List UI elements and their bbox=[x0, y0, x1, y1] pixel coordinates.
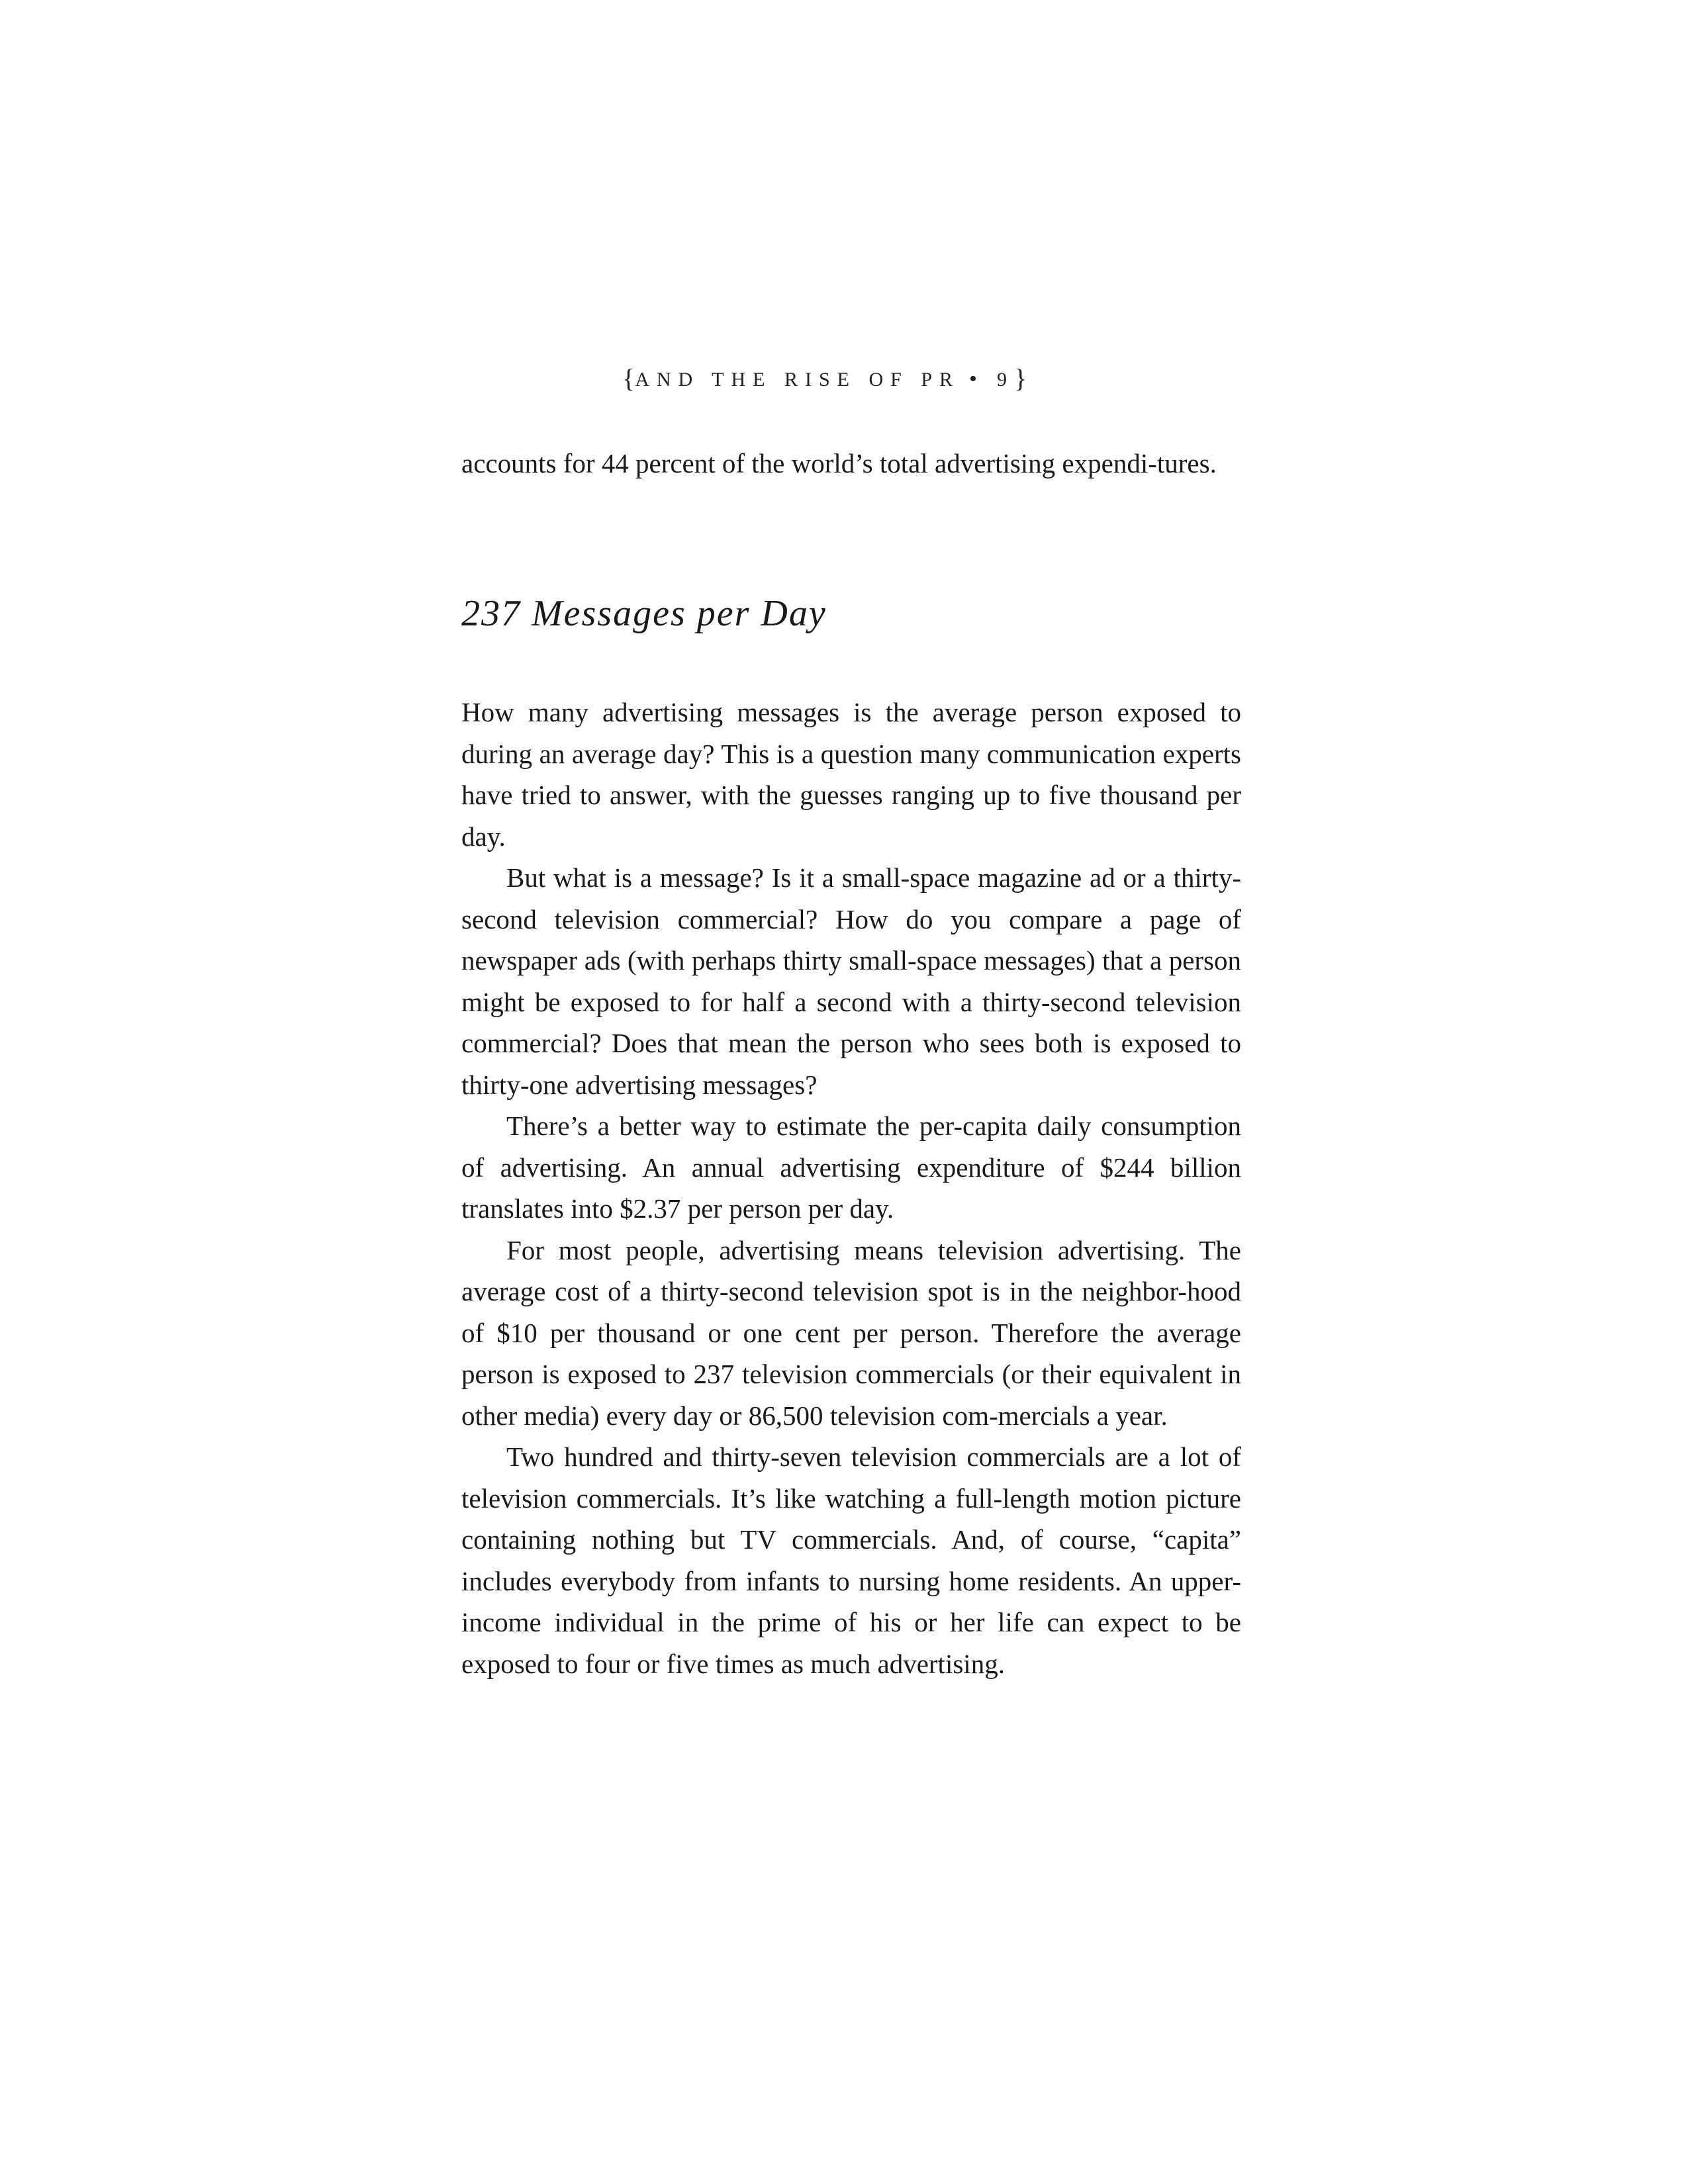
body-paragraph-3: There’s a better way to estimate the per-capita daily consumption of advertising. An annual advertising expenditure of $244 billion translates into $2.37 per person per day. bbox=[461, 1111, 1241, 1224]
bullet-separator-icon: • bbox=[969, 367, 977, 391]
running-head bbox=[622, 363, 1086, 402]
running-head-title: AND THE RISE OF PR bbox=[635, 369, 961, 390]
body-paragraph-4: For most people, advertising means television advertising. The average cost of a thirty-second television spot is in the neighbor-hood of $10 per thousand or one cent per person. Therefore the average person is exposed to 237 television commercials (or their equivalent in other media) every day or 86,500 television com-mercials a year. bbox=[461, 1234, 1241, 1431]
body-paragraph-2: But what is a message? Is it a small-space magazine ad or a thirty-second television commercial? How do you compare a page of newspaper ads (with perhaps thirty small-space messages) that a person might be exposed to for half a second with a thirty-second television commercial? Does that mean the person who sees both is exposed to thirty-one advertising messages? bbox=[461, 862, 1241, 1100]
section-heading: 237 Messages per Day bbox=[461, 593, 827, 634]
running-head-open-brace: { bbox=[622, 363, 635, 393]
lead-paragraph: accounts for 44 percent of the world’s total advertising expendi-tures. bbox=[461, 448, 1217, 478]
running-head-close-brace: } bbox=[1013, 363, 1027, 393]
body-paragraph-1: How many advertising messages is the average person exposed to during an average day? This is a question many communication experts have tried to answer, with the guesses ranging up to five thousand per day. bbox=[461, 697, 1241, 852]
lead-text bbox=[461, 443, 1241, 484]
section-body bbox=[461, 692, 1241, 1684]
body-paragraph-5: Two hundred and thirty-seven television commercials are a lot of television commercials. It’s like watching a full-length motion picture containing nothing but TV commercials. And, of course, “capita” includes everybody from infants to nursing home residents. An upper-income individual in the prime of his or her life can expect to be exposed to four or five times as much advertising. bbox=[461, 1441, 1241, 1679]
page-number: 9 bbox=[996, 369, 1014, 390]
